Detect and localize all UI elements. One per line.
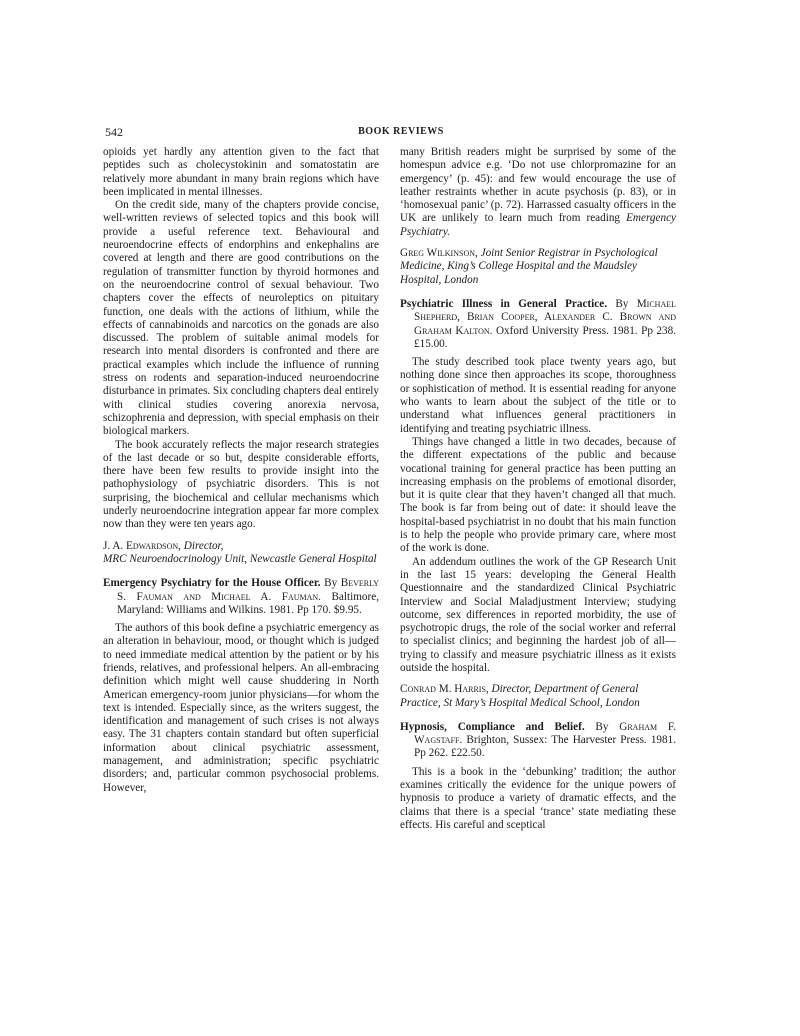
reviewer-affiliation: Director, Department of General Practice, St Mary’s Hospital Medical School, London — [400, 683, 640, 709]
paragraph — [400, 146, 676, 239]
review-heading — [400, 298, 676, 351]
publication-info: Oxford University Press. 1981. Pp 238. £15.00. — [414, 324, 676, 350]
reviewer-signature — [400, 683, 676, 710]
book-title: Hypnosis, Compliance and Belief. — [400, 720, 585, 733]
paragraph: The authors of this book define a psychiatric emergency as an alteration in behaviour, mood, or thought which is judged to need immediate medical attention by the patient or by his friends, relatives, and professional helpers. An all-embracing definition which might well cause shuddering in North American emergency-room junior physicians—for whom the text is intended. Especially since, as the writers suggest, the identification and management of such crises is not always easy. The 31 chapters contain standard but often superficial information about clinical psychiatric assessment, management, and administration; specific psychiatric disorders; and, particular common psychosocial problems. However, — [103, 622, 379, 794]
running-head: BOOK REVIEWS — [358, 126, 444, 137]
review-heading — [103, 577, 379, 617]
paragraph: An addendum outlines the work of the GP Research Unit in the last 15 years: developing the General Health Questionnaire and the standardized Clinical Psychiatric Interview and Social Maladjustment Interview; studying outcome, sex differences in reported morbidity, the use of psychotropic drugs, the role of the social worker and referral to specialist clinics; and beginning the hardest job of all—trying to classify and measure psychiatric illness as it exists outside the hospital. — [400, 555, 676, 674]
page-header — [105, 125, 697, 141]
reviewer-affiliation: Joint Senior Registrar in Psychological Medicine, King’s College Hospital and the Maudsley Hospital, London — [400, 247, 658, 286]
book-authors: Graham F. Wagstaff. — [414, 720, 677, 747]
reviewer-name: J. A. Edwardson, — [103, 539, 181, 552]
reviewer-signature — [103, 540, 379, 567]
publication-info: Brighton, Sussex: The Harvester Press. 1981. Pp 262. £22.50. — [414, 734, 677, 760]
paragraph: opioids yet hardly any attention given to the fact that peptides such as cholecystokinin and somatostatin are relatively more abundant in many brain regions which have been implicated in mental illnesses. — [103, 146, 379, 198]
book-title: Emergency Psychiatry for the House Officer. — [103, 577, 321, 590]
cited-title: Emergency Psychiatry. — [400, 212, 676, 238]
paragraph: The study described took place twenty years ago, but nothing done since then approaches its scope, thoroughness or sophistication of method. It is essential reading for anyone who wants to learn about the subject of the title or to understand what influences general practitioners in identifying and treating psychiatric illness. — [400, 356, 676, 435]
paragraph-text: many British readers might be surprised by some of the homespun advice e.g. ‘Do not use chlorpromazine for an emergency’ (p. 45): and few would encourage the use of leather restraints whether in acute psychosis (p. 83), or in ‘homosexual panic’ (p. 72). Harrassed casualty officers in the UK are unlikely to learn much from reading — [400, 146, 676, 225]
paragraph: This is a book in the ‘debunking’ tradition; the author examines critically the evidence for the unique powers of hypnosis to produce a variety of dramatic effects, and the claims that there is a special ‘trance’ state mediating these effects. His careful and sceptical — [400, 765, 676, 831]
reviewer-role: Director, — [183, 539, 224, 552]
publication-info: Baltimore, Maryland: Williams and Wilkins. 1981. Pp 170. $9.95. — [117, 590, 379, 616]
book-authors: Beverly S. Fauman and Michael A. Fauman. — [117, 577, 379, 603]
by-label: By — [595, 720, 609, 733]
page-number: 542 — [105, 125, 123, 139]
review-heading — [400, 721, 676, 761]
paragraph: The book accurately reflects the major research strategies of the last decade or so but, despite considerable efforts, there have been few results to provide insight into the pathophysiology of psychiatric disorders. This is not surprising, the biochemical and cellular mechanisms which underly neuroendocrine integration appear far more complex now than they were ten years ago. — [103, 438, 379, 531]
paragraph: On the credit side, many of the chapters provide concise, well-written reviews of selected topics and this book will provide a useful reference text. Behavioural and neuroendocrine effects of endorphins and enkephalins are covered at length and there are good contributions on the regulation of transmitter function by thyroid hormones and on the neuroendocrine control of sexual behaviour. Two chapters cover the effects of neuroleptics on pituitary function, one deals with the actions of lithium, while the effects of cannabinoids and narcotics on the gonads are also discussed. The problem of suitable animal models for research into mental disorders is confronted and there are practical examples which include the influence of running stress on rodents and separation-induced neuroendocrine disturbance in primates. Six concluding chapters deal entirely with clinical studies covering anorexia nervosa, schizophrenia and depression, with special emphasis on their biological markers. — [103, 199, 379, 438]
book-authors: Michael Shepherd, Brian Cooper, Alexander C. Brown and Graham Kalton. — [414, 297, 676, 337]
paragraph: Things have changed a little in two decades, because of the different expectations of the public and because vocational training for general practice has been putting an increasing emphasis on the problems of emotional disorder, but it is quite clear that they haven’t changed all that much. The book is far from being out of date: it should leave the hospital-based psychiatrist in no doubt that his main function is to help the people who provide primary care, where most of the work is done. — [400, 435, 676, 555]
reviewer-signature — [400, 247, 676, 287]
by-label: By — [615, 297, 629, 310]
left-column — [103, 146, 379, 795]
reviewer-name: Greg Wilkinson, — [400, 247, 478, 260]
reviewer-name: Conrad M. Harris, — [400, 683, 489, 696]
by-label: By — [324, 577, 338, 590]
reviewer-affiliation: MRC Neuroendocrinology Unit, Newcastle General Hospital — [103, 552, 377, 565]
right-column — [400, 146, 676, 832]
book-title: Psychiatric Illness in General Practice. — [400, 297, 607, 310]
